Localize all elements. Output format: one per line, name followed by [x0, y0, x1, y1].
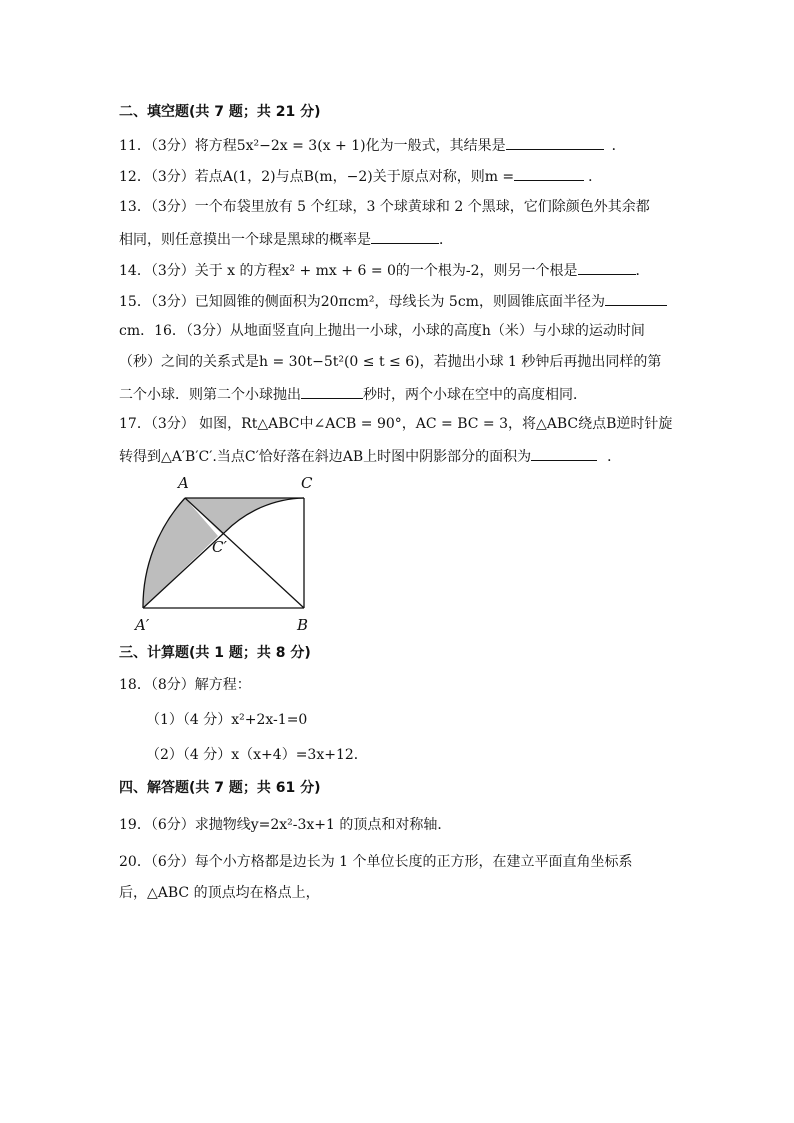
- label-b: B: [297, 616, 309, 632]
- question-17-end: ．: [607, 449, 622, 465]
- question-17-text: 转得到△A′B′C′.当点C′恰好落在斜边AB上时图中阴影部分的面积为: [119, 449, 532, 465]
- question-16-line-3: [119, 384, 587, 404]
- question-13-text: 相同，则任意摸出一个球是黑球的概率是: [119, 232, 371, 248]
- question-12: [119, 166, 602, 186]
- answer-blank-11: [506, 135, 604, 150]
- question-15-16-line-2: cm．16．（3分）从地面竖直向上抛出一小球，小球的高度h（米）与小球的运动时间: [119, 323, 645, 339]
- answer-blank-14: [578, 260, 636, 275]
- question-18: 18．（8分）解方程：: [119, 677, 251, 693]
- answer-blank-15: [605, 291, 667, 306]
- section-heading-fill-blank: 二、填空题(共 7 题；共 21 分): [119, 104, 321, 120]
- answer-blank-13: [371, 229, 439, 244]
- question-19: 19．（6分）求抛物线y=2x²-3x+1 的顶点和对称轴．: [119, 817, 452, 833]
- question-13-line-1: 13．（3分）一个布袋里放有 5 个红球，3 个球黄球和 2 个黑球，它们除颜色外其余都: [119, 199, 650, 215]
- question-18-part-1: （1）（4 分）x²+2x-1=0: [146, 712, 308, 728]
- question-14-end: ．: [635, 263, 650, 279]
- question-11-text: 11．（3分）将方程5x²−2x = 3(x + 1)化为一般式，其结果是: [119, 138, 506, 154]
- answer-blank-12: [514, 166, 584, 181]
- question-17-line-1: 17．（3分） 如图，Rt△ABC中∠ACB = 90°，AC = BC = 3，将△ABC绕点B逆时针旋: [119, 416, 673, 432]
- question-18-part-2: （2）（4 分）x（x+4）=3x+12．: [146, 747, 368, 763]
- label-a-prime: A′: [135, 616, 150, 632]
- question-16-line-2: （秒）之间的关系式是h = 30t−5t²(0 ≤ t ≤ 6)，若抛出小球 1 秒钟后再抛出同样的第: [119, 354, 662, 370]
- section-heading-answer: 四、解答题(共 7 题；共 61 分): [119, 780, 321, 796]
- question-20-line-1: 20．（6分）每个小方格都是边长为 1 个单位长度的正方形，在建立平面直角坐标系: [119, 854, 633, 870]
- label-c-prime: C′: [212, 538, 227, 556]
- question-14-text: 14．（3分）关于 x 的方程x² + mx + 6 = 0的一个根为-2，则另一个根是: [119, 263, 578, 279]
- label-a: A: [178, 474, 189, 492]
- question-16-text-end: 秒时，两个小球在空中的高度相同．: [363, 387, 587, 403]
- answer-blank-17: [531, 446, 597, 461]
- question-14: [119, 260, 650, 280]
- answer-blank-16: [301, 384, 363, 399]
- question-15-line-1: [119, 291, 667, 311]
- question-12-end: ．: [588, 169, 603, 185]
- rotation-figure: [131, 472, 331, 632]
- question-11-end: ．: [611, 138, 626, 154]
- section-heading-calc: 三、计算题(共 1 题；共 8 分): [119, 645, 311, 661]
- question-13-line-2: [119, 229, 453, 249]
- question-13-end: ．: [439, 232, 453, 248]
- label-c: C: [301, 474, 313, 492]
- question-11: [119, 135, 626, 155]
- question-15-text: 15．（3分）已知圆锥的侧面积为20πcm²，母线长为 5cm，则圆锥底面半径为: [119, 294, 605, 310]
- question-12-text: 12．（3分）若点A(1，2)与点B(m，−2)关于原点对称，则m =: [119, 169, 515, 185]
- question-16-text: 二个小球．则第二个小球抛出: [119, 387, 301, 403]
- question-17-line-2: [119, 446, 621, 466]
- question-20-line-2: 后，△ABC 的顶点均在格点上，: [119, 885, 320, 901]
